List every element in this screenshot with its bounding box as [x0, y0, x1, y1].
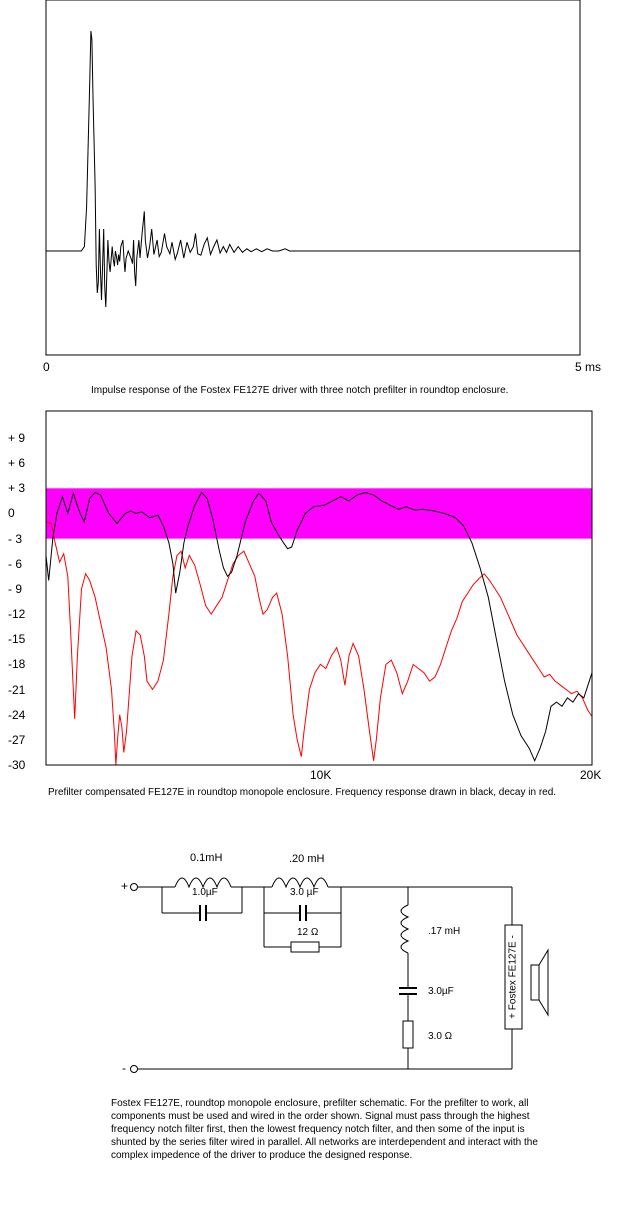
freq-y-tick: + 9: [8, 431, 26, 445]
freq-y-tick: -18: [8, 657, 26, 672]
freq-y-tick: - 3: [8, 531, 23, 546]
freq-y-tick: -21: [8, 682, 26, 697]
shunt-inductor-value: .17 mH: [428, 926, 461, 937]
driver-label: + Fostex FE127E -: [507, 935, 519, 1019]
impulse-x-tick-0: 0: [43, 360, 50, 374]
freq-y-tick: -27: [8, 732, 26, 747]
schematic-caption: Fostex FE127E, roundtop monopole enclosure, prefilter schematic. For the prefilter to work, all components must be used and wired in the order shown. Signal must pass through the highest frequency notch filter first, then the lowest frequency notch filter, and then some of the input is shunted by the series filter wired in parallel. All networks are interdependent and interact with the complex impedence of the driver to produce the designed response.: [111, 1098, 538, 1161]
freq-y-tick: -24: [8, 707, 26, 722]
impulse-caption: Impulse response of the Fostex FE127E driver with three notch prefilter in roundtop enclosure.: [91, 385, 509, 396]
freq-y-tick: -30: [8, 758, 26, 772]
freq-x-tick-20k: 20K: [580, 768, 602, 782]
input-neg-label: -: [122, 1061, 126, 1075]
freq-y-tick: -15: [8, 632, 26, 647]
notch1-capacitor-value: 1.0µF: [192, 887, 218, 898]
input-pos-terminal: [131, 884, 138, 891]
notch2-inductor-value: .20 mH: [289, 853, 325, 865]
shunt-resistor-symbol: [403, 1021, 413, 1048]
freq-y-tick: 0: [8, 506, 15, 521]
frequency-caption: Prefilter compensated FE127E in roundtop monopole enclosure. Frequency response drawn in black, decay in red.: [48, 787, 557, 798]
input-pos-label: +: [121, 879, 129, 893]
notch1-inductor-symbol: [175, 878, 231, 887]
freq-y-tick: + 6: [8, 456, 26, 471]
freq-y-tick: + 3: [8, 481, 26, 496]
input-neg-terminal: [131, 1066, 138, 1073]
notch2-resistor-symbol: [291, 942, 319, 952]
speaker-icon: [531, 950, 548, 1015]
notch2-resistor-value: 12 Ω: [297, 927, 319, 938]
notch2-inductor-symbol: [272, 878, 328, 887]
shunt-inductor-symbol: [401, 905, 408, 953]
freq-y-tick: - 9: [8, 581, 23, 596]
notch1-inductor-value: 0.1mH: [190, 852, 223, 864]
freq-x-tick-10k: 10K: [310, 768, 332, 782]
impulse-x-tick-5ms: 5 ms: [575, 360, 602, 374]
notch2-capacitor-value: 3.0 µF: [290, 887, 319, 898]
freq-y-tick: -12: [8, 607, 26, 622]
shunt-resistor-value: 3.0 Ω: [428, 1031, 453, 1042]
shunt-capacitor-value: 3.0µF: [428, 986, 454, 997]
freq-y-tick: - 6: [8, 556, 23, 571]
